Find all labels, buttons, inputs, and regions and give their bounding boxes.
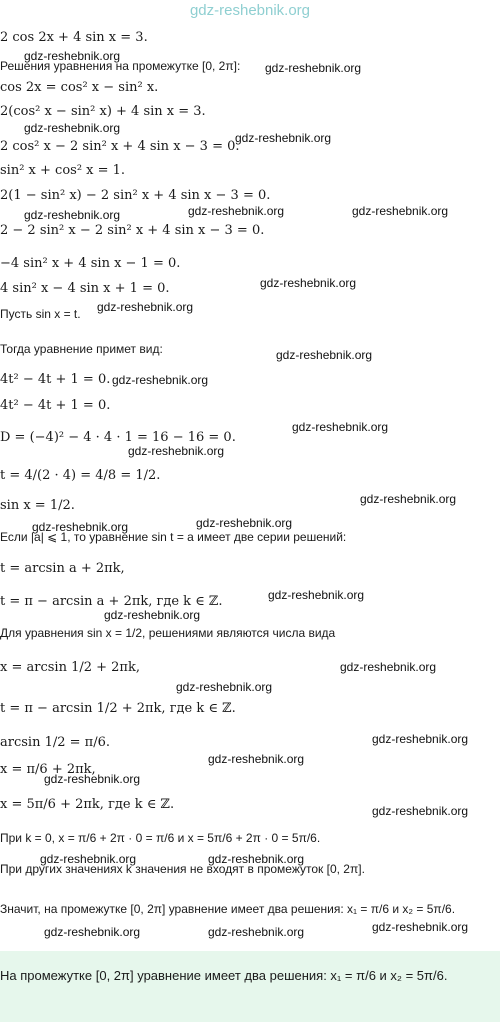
equation-line: t = π − arcsin 1/2 + 2πk, где k ∈ ℤ. [0,701,236,716]
watermark: gdz-reshebnik.org [196,516,293,530]
text-line: При других значениях k значения не входят в промежуток [0, 2π]. [0,862,365,876]
equation-line: x = π/6 + 2πk, [0,762,96,777]
watermark: gdz-reshebnik.org [208,925,305,939]
equation-line: arcsin 1/2 = π/6. [0,735,110,750]
watermark: gdz-reshebnik.org [24,121,121,135]
equation-line: t = arcsin a + 2πk, [0,561,125,576]
answer-box [0,951,500,1022]
watermark: gdz-reshebnik.org [340,660,437,674]
text-line: Решения уравнения на промежутке [0, 2π]: [0,59,241,73]
watermark: gdz-reshebnik.org [128,444,225,458]
equation-line: −4 sin² x + 4 sin x − 1 = 0. [0,256,181,271]
watermark: gdz-reshebnik.org [44,925,141,939]
equation-line: 4 sin² x − 4 sin x + 1 = 0. [0,281,170,296]
equation-line: 2 cos 2x + 4 sin x = 3. [0,30,148,45]
watermark: gdz-reshebnik.org [372,920,469,934]
watermark: gdz-reshebnik.org [372,732,469,746]
watermark: gdz-reshebnik.org [208,852,305,866]
watermark: gdz-reshebnik.org [97,300,194,314]
equation-line: 4t² − 4t + 1 = 0. [0,398,111,413]
equation-line: sin x = 1/2. [0,498,75,513]
watermark: gdz-reshebnik.org [360,492,457,506]
watermark: gdz-reshebnik.org [104,608,201,622]
equation-line: D = (−4)² − 4 · 4 · 1 = 16 − 16 = 0. [0,430,236,445]
equation-line: 2(cos² x − sin² x) + 4 sin x = 3. [0,104,206,119]
equation-line: sin² x + cos² x = 1. [0,163,126,178]
equation-line: t = 4/(2 · 4) = 4/8 = 1/2. [0,468,161,483]
watermark: gdz-reshebnik.org [292,420,389,434]
answer-text: На промежутке [0, 2π] уравнение имеет два решения: x₁ = π/6 и x₂ = 5π/6. [0,968,448,983]
header-watermark: gdz-reshebnik.org [189,2,311,19]
equation-line: 4t² − 4t + 1 = 0. [0,372,111,387]
text-line: Если |a| ⩽ 1, то уравнение sin t = a имеет две серии решений: [0,530,347,544]
watermark: gdz-reshebnik.org [112,373,209,387]
watermark: gdz-reshebnik.org [265,61,362,75]
text-line: Тогда уравнение примет вид: [0,342,163,356]
watermark: gdz-reshebnik.org [208,752,305,766]
equation-line: 2 cos² x − 2 sin² x + 4 sin x − 3 = 0. [0,139,240,154]
watermark: gdz-reshebnik.org [32,520,129,534]
watermark: gdz-reshebnik.org [24,49,121,63]
text-line: При k = 0, x = π/6 + 2π · 0 = π/6 и x = 5π/6 + 2π · 0 = 5π/6. [0,831,321,845]
equation-line: t = π − arcsin a + 2πk, где k ∈ ℤ. [0,594,223,609]
equation-line: 2 − 2 sin² x − 2 sin² x + 4 sin x − 3 = 0. [0,223,265,238]
equation-line: cos 2x = cos² x − sin² x. [0,80,159,95]
watermark: gdz-reshebnik.org [176,680,273,694]
equation-line: x = 5π/6 + 2πk, где k ∈ ℤ. [0,797,175,812]
watermark: gdz-reshebnik.org [24,208,121,222]
text-line: Значит, на промежутке [0, 2π] уравнение имеет два решения: x₁ = π/6 и x₂ = 5π/6. [0,902,456,916]
watermark: gdz-reshebnik.org [40,852,137,866]
equation-line: x = arcsin 1/2 + 2πk, [0,660,140,675]
watermark: gdz-reshebnik.org [276,348,373,362]
watermark: gdz-reshebnik.org [235,131,332,145]
watermark: gdz-reshebnik.org [44,772,141,786]
watermark: gdz-reshebnik.org [372,804,469,818]
watermark: gdz-reshebnik.org [260,276,357,290]
watermark: gdz-reshebnik.org [188,204,285,218]
watermark: gdz-reshebnik.org [268,588,365,602]
watermark: gdz-reshebnik.org [352,204,449,218]
text-line: Пусть sin x = t. [0,307,81,321]
text-line: Для уравнения sin x = 1/2, решениями являются числа вида [0,626,336,640]
equation-line: 2(1 − sin² x) − 2 sin² x + 4 sin x − 3 = 0. [0,188,271,203]
